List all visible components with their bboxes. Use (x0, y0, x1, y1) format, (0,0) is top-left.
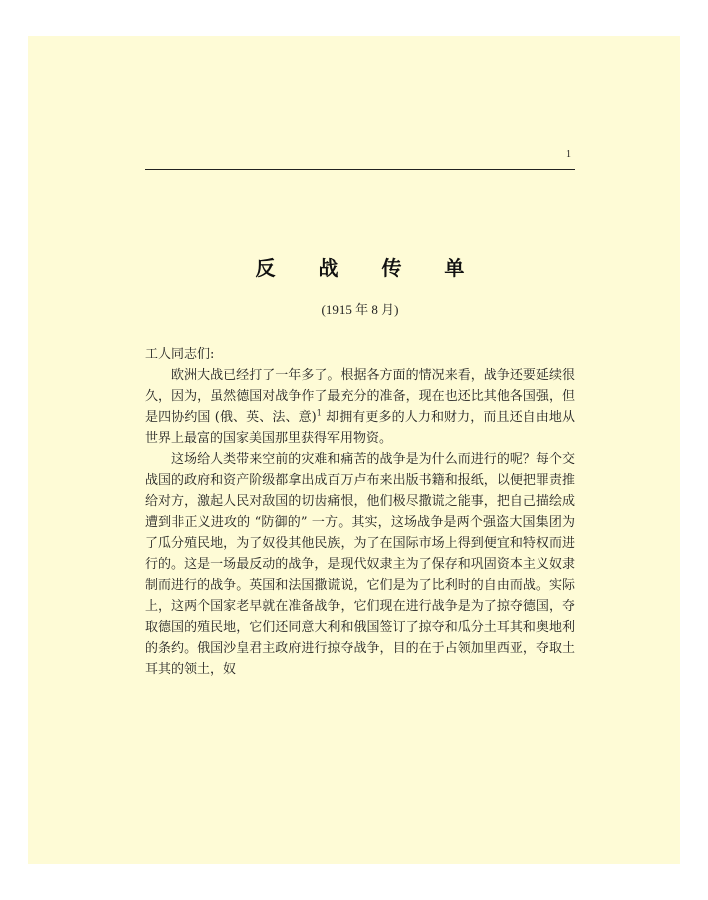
paragraph-2: 这场给人类带来空前的灾难和痛苦的战争是为什么而进行的呢？每个交战国的政府和资产阶级都拿出成百万卢布来出版书籍和报纸，以便把罪责推给对方，激起人民对敌国的切齿痛恨，他们极尽撒谎之能事，把自己描绘成遭到非正义进攻的 “防御的” 一方。其实，这场战争是两个强盗大国集团为了瓜分殖民地，为了奴役其他民族，为了在国际市场上得到便宜和特权而进行的。这是一场最反动的战争，是现代奴隶主为了保存和巩固资本主义奴隶制而进行的战争。英国和法国撒谎说，它们是为了比利时的自由而战。实际上，这两个国家老早就在准备战争，它们现在进行战争是为了掠夺德国，夺取德国的殖民地，它们还同意大利和俄国签订了掠夺和瓜分土耳其和奥地利的条约。俄国沙皇君主政府进行掠夺战争，目的在于占领加里西亚，夺取土耳其的领土，奴 (145, 452, 575, 677)
header-rule (145, 169, 575, 170)
salutation: 工人同志们: (145, 347, 215, 362)
footnote-marker[interactable]: 1 (316, 408, 322, 418)
document-title: 反 战 传 单 (255, 256, 483, 280)
document-date: (1915 年 8 月) (321, 302, 399, 317)
body-text (145, 344, 575, 680)
paragraph-1-text: 欧洲大战已经打了一年多了。根据各方面的情况来看，战争还要延续很久，因为，虽然德国对战争作了最充分的准备，现在也还比其他各国强，但是四协约国 (俄、英、法、意) (145, 368, 575, 425)
paragraph-1-text-continued: 却拥有更多的人力和财力，而且还自由地从世界上最富的国家美国那里获得军用物资。 (145, 410, 575, 446)
page-number: 1 (566, 149, 571, 160)
paragraph-1 (145, 365, 575, 449)
